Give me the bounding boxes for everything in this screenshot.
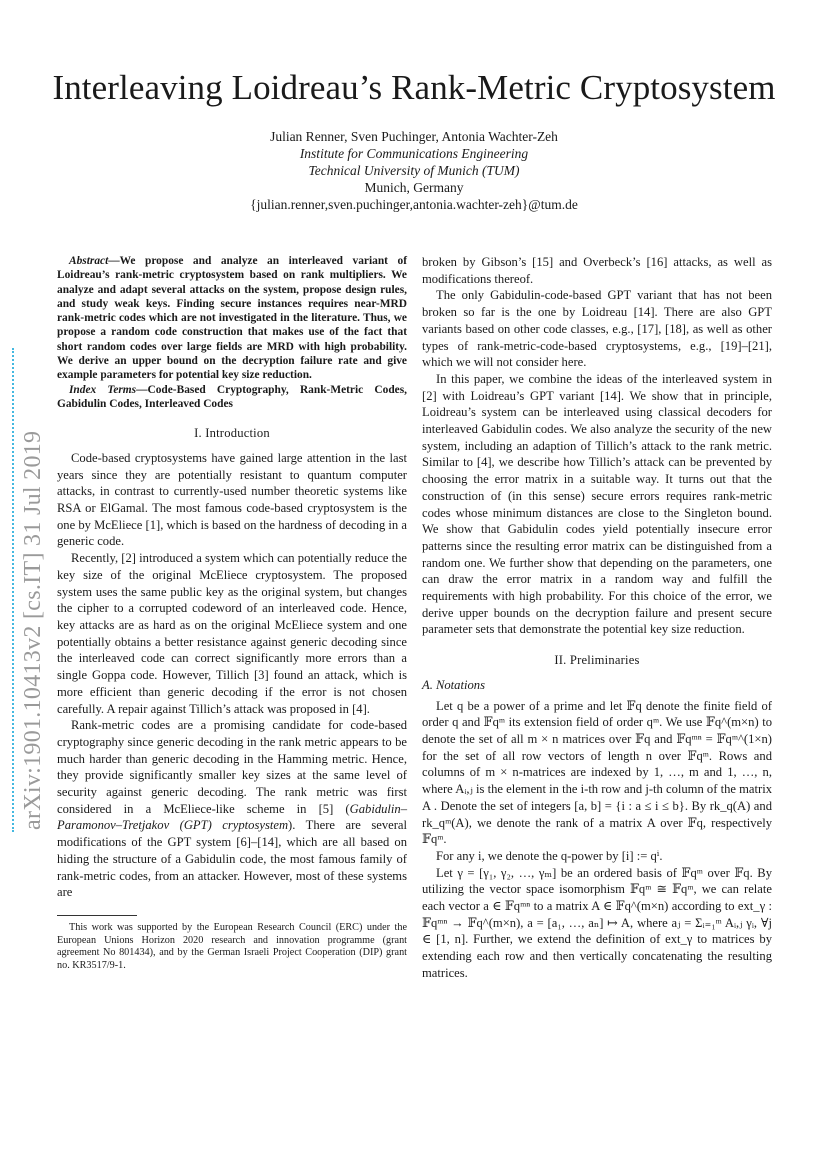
intro-paragraph-2: Recently, [2] introduced a system which can potentially reduce the key size of the original McEliece cryptosystem. The proposed system uses the same public key as the original system, but changes the cipher to a corrupted codeword of an interleaved code. Hence, key attacks are as hard as on the original McEliece system and one potentially obtains a better resistance against generic decoding since the interleaved code can correct significantly more errors than a single Goppa code. However, Tillich [3] found an attack, which is more efficient than generic decoding if the error is not chosen carefully. A repair against Tillich’s attack was proposed in [4].	[57, 551, 407, 716]
right-column	[422, 254, 772, 982]
left-column	[57, 254, 407, 972]
author-emails: {julian.renner,sven.puchinger,antonia.wachter-zeh}@tum.de	[250, 197, 578, 212]
section-heading-introduction: I. Introduction	[194, 426, 270, 441]
abstract-text: —We propose and analyze an interleaved variant of Loidreau’s rank-metric cryptosystem based on rank multipliers. We analyze and adapt several attacks on the system, propose design rules, and study weak keys. Finding secure instances requires near-MRD rank-metric codes which are not investigated in the literature. Thus, we propose a random code construction that makes use of the fact that short random codes over large fields are MRD with high probability. We derive an upper bound on the decryption failure rate and give example parameters for potential key size reduction.	[57, 255, 407, 382]
intro-paragraph-4: The only Gabidulin-code-based GPT variant that has not been broken so far is the one by Loidreau [14]. There are also GPT variants based on other code classes, e.g., [17], [18], as well as other types of rank-metric-code-based cryptosystems, e.g., [19]–[21], which we will not consider here.	[422, 288, 772, 370]
notations-paragraph-2: For any i, we denote the q-power by [i] := qⁱ.	[436, 848, 663, 863]
arxiv-stamp-border	[12, 348, 14, 832]
intro-continuation: broken by Gibson’s [15] and Overbeck’s [16] attacks, as well as modifications thereof.	[422, 255, 772, 286]
footnote: This work was supported by the European Research Council (ERC) under the European Unions Horizon 2020 research and innovation programme (grant agreement No 801434), and by the German Israeli Project Cooperation (DIP) grant no. KR3517/9-1.	[57, 921, 407, 971]
abstract-label: Abstract	[69, 255, 109, 267]
gpt-name: Gabidulin–Paramonov–Tretjakov (GPT) cryptosystem	[57, 801, 407, 833]
university: Technical University of Munich (TUM)	[308, 163, 520, 178]
author-names: Julian Renner, Sven Puchinger, Antonia Wachter-Zeh	[270, 129, 558, 144]
index-terms-label: Index Terms	[69, 383, 137, 396]
index-terms	[57, 383, 407, 412]
intro-paragraph-1: Code-based cryptosystems have gained large attention in the last years since they are potentially resistant to quantum computer attacks, in contrast to currently-used number theoretic systems like RSA or ElGamal. The most famous code-based cryptosystem is the one by McEliece [1], which is based on the hardness of decoding in a generic code.	[57, 450, 407, 549]
index-terms-text: —Code-Based Cryptography, Rank-Metric Codes, Gabidulin Codes, Interleaved Codes	[57, 383, 407, 410]
notations-paragraph-3: Let γ = [γ₁, γ₂, …, γₘ] be an ordered basis of 𝔽qᵐ over 𝔽q. By utilizing the vector space isomorphism 𝔽qᵐ ≅ 𝔽qᵐ, we can relate each vector a ∈ 𝔽qᵐⁿ to a matrix A ∈ 𝔽q^(m×n) according to ext_γ : 𝔽qᵐⁿ → 𝔽q^(m×n), a = [a₁, …, aₙ] ↦ A, where aⱼ = Σᵢ₌₁ᵐ Aᵢ,ⱼ γᵢ, ∀j ∈ [1, n]. Further, we extend the definition of ext_γ to matrices by extending each row and then vertically concatenating the resulting matrices.	[422, 865, 772, 980]
intro-paragraph-5: In this paper, we combine the ideas of the interleaved system in [2] with Loidreau’s GPT variant [14]. We show that in principle, Loidreau’s system can be interleaved using classical decoders for interleaved Gabidulin codes. We also analyze the security of the new system, including an adaption of Tillich’s attack to the rank metric. Similar to [4], we describe how Tillich’s attack can be prevented by choosing the error matrix in a suitable way. It turns out that the construction of (in this sense) secure errors requires rank-metric codes whose minimum distances are close to the Singleton bound. We show that Gabidulin codes yield potentially insecure error patterns since the resulting error matrix can be distinguished from a random one. We further show that depending on the parameters, one can draw the error matrix in a random way and fulfill the requirements with high probability. For this choice of the error, we derive upper bounds on the decryption failure and present secure parameter sets that demonstrate the potential key size reduction.	[422, 371, 772, 637]
city: Munich, Germany	[364, 180, 464, 195]
intro-paragraph-3-start: Rank-metric codes are a promising candidate for code-based cryptography since generic decoding in the rank metric appears to be much harder than generic decoding in the Hamming metric. Hence, they provide significantly smaller key sizes at the same level of security against generic decoding. The rank metric was first considered in a McEliece-like scheme in [5] (	[57, 718, 407, 816]
institute: Institute for Communications Engineering	[299, 146, 529, 161]
author-block	[0, 128, 828, 213]
paper-title: Interleaving Loidreau’s Rank-Metric Cryptosystem	[52, 68, 776, 107]
arxiv-stamp: arXiv:1901.10413v2 [cs.IT] 31 Jul 2019	[20, 430, 46, 830]
abstract	[57, 254, 407, 383]
footnote-rule	[57, 915, 137, 916]
section-heading-preliminaries: II. Preliminaries	[554, 653, 640, 668]
intro-paragraph-3	[57, 717, 407, 901]
subsection-heading-notations: A. Notations	[422, 677, 485, 692]
notations-paragraph-1: Let q be a power of a prime and let 𝔽q denote the finite field of order q and 𝔽qᵐ its extension field of order qᵐ. We use 𝔽q^(m×n) to denote the set of all m × n matrices over 𝔽q and 𝔽qᵐⁿ = 𝔽qᵐ^(1×n) for the set of all row vectors of length n over 𝔽qᵐ. Rows and columns of m × n-matrices are indexed by 1, …, m and 1, …, n, where Aᵢ,ⱼ is the element in the i-th row and j-th column of the matrix A . Denote the set of integers [a, b] = {i : a ≤ i ≤ b}. By rk_q(A) and rk_qᵐ(A), we denote the rank of a matrix A over 𝔽q, respectively 𝔽qᵐ.	[422, 698, 772, 847]
intro-paragraph-3-end: ). There are several modifications of the GPT system [6]–[14], which are all based on hiding the structure of a Gabidulin code, the most famous family of rank-metric codes, from an attacker. However, most of these systems are	[57, 818, 407, 900]
